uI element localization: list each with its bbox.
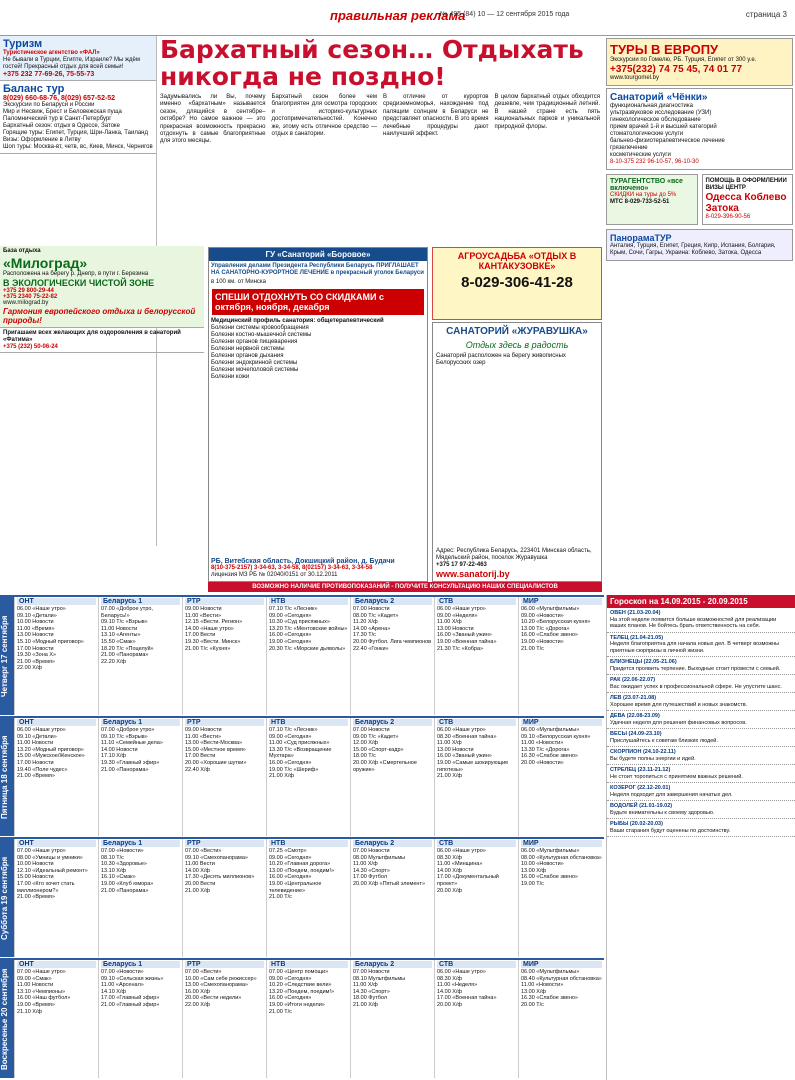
tv-channel-column xyxy=(518,718,604,836)
horoscope xyxy=(606,595,795,1080)
tv-day xyxy=(0,837,604,957)
chonki-title: Санаторий «Чёнки» xyxy=(610,92,708,103)
tv-program xyxy=(0,595,604,1080)
sign-text: Хорошее время для путешествий и новых знакомств. xyxy=(610,701,748,708)
fal-phone: +375 232 77-69-26, 75-55-73 xyxy=(3,71,95,78)
borovoe-title: ГУ «Санаторий «Боровое» xyxy=(209,248,427,261)
channel-name: Беларусь 2 xyxy=(353,840,432,847)
chonki-item: функциональная диагностика xyxy=(610,103,693,109)
tv-day xyxy=(0,716,604,836)
tourism-heading: Туризм xyxy=(3,38,43,50)
sanatorium-left-phone: +375 (232) 50-06-24 xyxy=(3,344,58,350)
milograd-ecology: В ЭКОЛОГИЧЕСКИ ЧИСТОЙ ЗОНЕ xyxy=(3,278,155,288)
channel-name: Беларусь 2 xyxy=(353,598,432,605)
borovoe-item: Болезни эндокринной системы xyxy=(211,360,298,366)
tv-channel-column xyxy=(350,839,434,957)
program-list: 07.10 Т/с «Лесник» 09.00 «Сегодня» 11.00 «Суд присяжных» 13.30 Т/с «Возвращение Мухтара» 16.00 «Сегодня» 19.00 Т/с «Шериф» 21.00 Х/ф xyxy=(269,727,332,780)
tv-channel-column xyxy=(266,718,350,836)
channel-name: РТР xyxy=(185,961,264,968)
page-header xyxy=(0,0,795,36)
channel-name: МИР xyxy=(521,961,602,968)
tv-channel-column xyxy=(182,839,266,957)
balans-item: Паломнический тур в Санкт-Петербург xyxy=(3,116,112,122)
milograd-slogan: Гармония европейского отдыха и белорусской природы! xyxy=(3,307,196,325)
channel-name: Беларусь 1 xyxy=(101,598,180,605)
borovoe-license: лицензия МЗ РБ № 02040/0151 от 30.12.2011 xyxy=(211,572,338,578)
program-list: 07.00 «Вести» 09.10 «Смехопанорама» 11.00 Вести 14.00 Х/ф 17.30 «Десять миллионов» 20.00 Вести 21.00 Х/ф xyxy=(185,848,255,894)
chonki-item: прием врачей 1-й и высшей категорий xyxy=(610,124,717,130)
milograd-phone: +375 2340 75-22-82 xyxy=(3,294,58,300)
program-list: 07.00 «Доброе утро» 09.10 Т/с «Взрыв» 11.10 «Семейные дела» 14.00 Новости 17.10 Х/ф 19.30 «Главный эфир» 21.00 «Панорама» xyxy=(101,727,163,773)
horoscope-title: Гороскоп на 14.09.2015 - 20.09.2015 xyxy=(607,595,795,608)
channel-name: НТВ xyxy=(269,719,348,726)
program-list: 07.00 «Вести» 10.00 «Сам себе режиссер» 13.00 «Смехопанорама» 16.00 Х/ф 20.00 «Вести недели» 22.00 Х/ф xyxy=(185,969,257,1008)
panorama-title: ПанорамаТУР xyxy=(610,233,672,243)
sign-name: РЫБЫ (20.02-20.03) xyxy=(610,821,663,827)
tv-channel-column xyxy=(518,960,604,1078)
horoscope-sign xyxy=(607,765,795,783)
horoscope-sign xyxy=(607,783,795,801)
program-list: 06.00 «Наше утро» 08.30 Х/ф 11.00 «Неделя» 14.00 Х/ф 17.00 «Военная тайна» 20.00 Х/ф xyxy=(437,969,497,1008)
page-number: страница 3 xyxy=(745,10,787,19)
channel-name: ОНТ xyxy=(17,840,96,847)
sign-text: Удачная неделя для решения финансовых вопросов. xyxy=(610,719,747,726)
channel-name: РТР xyxy=(185,719,264,726)
borovoe-phone: 8(10-375-2157) 3-34-63, 3-34-58, 8(02157) 3-34-63, 3-34-58 xyxy=(211,565,373,571)
milograd-site[interactable]: www.milograd.by xyxy=(3,300,49,306)
chonki-item: стоматологические услуги xyxy=(610,131,684,137)
tv-channel-column xyxy=(14,960,98,1078)
visa-title: ПОМОЩЬ В ОФОРМЛЕНИИ ВИЗЫ ЦЕНТР xyxy=(705,178,787,191)
chonki-item: ультразвуковое исследование (УЗИ) xyxy=(610,110,712,116)
program-list: 06.00 «Наше утро» 09.10 «Детали» 11.00 Новости 13.20 «Модный приговор» 15.00 «Мужское/Женское» 17.00 Новости 19.40 «Поле чудес» 21.00 «Время» xyxy=(17,727,85,780)
sign-name: ВЕСЫ (24.09-23.10) xyxy=(610,731,662,737)
sign-text: Вас ожидает успех в профессиональной сфере. Не упустите шанс. xyxy=(610,683,782,690)
tv-channel-column xyxy=(182,718,266,836)
program-list: 07.10 Т/с «Лесник» 09.00 «Сегодня» 10.30 «Суд присяжных» 13.20 Т/с «Ментовские войны» 16.00 «Сегодня» 19.00 «Сегодня» 20.30 Т/с «Морские дьяволы» xyxy=(269,606,348,652)
right-column xyxy=(604,36,795,546)
horoscope-sign xyxy=(607,711,795,729)
balans-item: Мир и Несвиж, Брест и Беловежская пуща xyxy=(3,109,122,115)
borovoe-address: РБ, Витебская область, Докшицкий район, д. Будачи xyxy=(211,558,395,565)
zhur-desc: Санаторий расположен на берегу живописных Белорусских озер xyxy=(436,353,566,366)
issue-info: № 495 (84) 10 — 12 сентября 2015 года xyxy=(440,11,570,18)
article-paragraph: В отличие от курортов средиземноморья, нахождение под палящим солнцем в Беларуси не представляет опасности. В это время лечебные процедуры дают наилучший эффект. xyxy=(383,94,489,138)
chonki-item: грязелечение xyxy=(610,145,648,151)
channel-name: Беларусь 1 xyxy=(101,961,180,968)
tv-channel-column xyxy=(98,960,182,1078)
horoscope-sign xyxy=(607,747,795,765)
borovoe-item: Болезни органов дыхания xyxy=(211,353,284,359)
sign-name: РАК (22.06-22.07) xyxy=(610,677,656,683)
article-paragraph: Бархатный сезон более чем благоприятен для осмотра городских и историко-культурных достопримечательностей. Конечно же, этому есть отличное средство — отдых в санатории. xyxy=(271,94,377,138)
borovoe-ad xyxy=(208,247,428,582)
sign-text: Придется проявить терпение. Выходные стоит провести с семьей. xyxy=(610,665,781,672)
zhur-site[interactable]: www.sanatorij.by xyxy=(436,569,510,579)
channel-name: НТВ xyxy=(269,961,348,968)
sign-name: ДЕВА (22.08-23.09) xyxy=(610,713,660,719)
odessa-title: Одесса Коблево Затока xyxy=(705,192,787,214)
tv-channel-column xyxy=(434,718,518,836)
program-list: 07.00 Новости 08.00 Т/с «Кадет» 11.20 Х/ф 14.00 «Арена» 17.30 Т/с 20.00 Футбол. Лига чемпионов 22.40 «Гонки» xyxy=(353,606,432,652)
borovoe-item: Болезни мочеполовой системы xyxy=(211,367,299,373)
turagent-title: ТУРАГЕНТСТВО «все включено» xyxy=(610,178,683,192)
channel-name: МИР xyxy=(521,840,602,847)
sign-name: КОЗЕРОГ (22.12-20.01) xyxy=(610,785,671,791)
zhuravushka-ad xyxy=(432,322,602,582)
sign-name: ЛЕВ (23.07-21.08) xyxy=(610,695,657,701)
sign-name: ОВЕН (21.03-20.04) xyxy=(610,610,661,616)
main-article xyxy=(160,36,600,241)
tv-channel-column xyxy=(518,597,604,715)
borovoe-item: Болезни системы кровообращения xyxy=(211,325,309,331)
fal-title: Туристическое агентство «ФАЛ» xyxy=(3,50,100,56)
program-list: 09.00 Новости 11.00 «Вести» 13.00 «Вести-Москва» 15.00 «Местное время» 17.00 Вести 20.00 «Хорошие шутки» 22.40 Х/ф xyxy=(185,727,247,773)
program-list: 07.00 «Центр помощи» 09.00 «Сегодня» 10.20 «Следствие вели» 13.20 «Поедем, поедим!» 16.00 «Сегодня» 19.00 «Итоги недели» 21.00 Т/с xyxy=(269,969,335,1015)
channel-name: МИР xyxy=(521,719,602,726)
chonki-item: косметические услуги xyxy=(610,152,671,158)
tv-channel-column xyxy=(350,718,434,836)
tv-channel-column xyxy=(434,960,518,1078)
tv-day xyxy=(0,595,604,715)
horoscope-sign xyxy=(607,633,795,658)
warning-banner: ВОЗМОЖНО НАЛИЧИЕ ПРОТИВОПОКАЗАНИЙ - ПОЛУЧИТЕ КОНСУЛЬТАЦИЮ НАШИХ СПЕЦИАЛИСТОВ xyxy=(208,582,602,592)
tury-site[interactable]: www.tourgomel.by xyxy=(610,75,660,81)
headline: Бархатный сезон… Отдыхать никогда не поздно! xyxy=(160,36,584,91)
odessa-phone: 8-029-396-90-56 xyxy=(705,214,751,220)
tv-channel-column xyxy=(98,718,182,836)
program-list: 07.00 Новости 08.10 Мультфильмы 11.00 Х/ф 14.30 «Спорт» 18.00 Футбол 21.00 Х/ф xyxy=(353,969,406,1008)
day-name: Воскресенье 20 сентября xyxy=(0,960,14,1078)
channel-name: СТВ xyxy=(437,598,516,605)
tv-channel-column xyxy=(434,839,518,957)
program-list: 07.00 «Доброе утро, Беларусь!» 09.10 Т/с «Взрыв» 11.00 Новости 13.10 «Агенты» 15.50 «Смак» 18.20 Т/с «Поцелуй» 21.00 «Панорама» 22.20 Х/ф xyxy=(101,606,154,665)
borovoe-profile: Медицинский профиль санатория: общетерапевтический xyxy=(211,318,384,324)
zhur-address: Адрес: Республика Беларусь, 223401 Минская область, Мядельский район, поселок Журавушка xyxy=(436,548,592,561)
program-list: 07.00 «Новости» 09.10 «Сельская жизнь» 11.00 «Арсенал» 14.10 Х/ф 17.00 «Главный эфир» 21.00 «Главный эфир» xyxy=(101,969,164,1008)
tv-channel-column xyxy=(434,597,518,715)
horoscope-sign xyxy=(607,801,795,819)
milograd-title: «Милоград» xyxy=(3,255,88,271)
channel-name: СТВ xyxy=(437,719,516,726)
borovoe-discount: СПЕШИ ОТДОХНУТЬ СО СКИДКАМИ с октября, ноября, декабря xyxy=(212,289,424,315)
turagent-sub: СКИДКИ на туры до 5% xyxy=(610,192,677,198)
program-list: 06.00 «Наше утро» 09.10 «Детали» 10.00 Новости 11.00 «Время» 13.00 Новости 15.10 «Модный приговор» 17.00 Новости 19.30 «Зона X» 21.00 «Время» 22.00 Х/ф xyxy=(17,606,84,672)
tv-channel-column xyxy=(266,597,350,715)
channel-name: РТР xyxy=(185,598,264,605)
channel-name: Беларусь 2 xyxy=(353,719,432,726)
milograd-sub: База отдыха xyxy=(3,248,41,254)
turagent-phone: МТС 8-029-733-52-51 xyxy=(610,199,670,205)
sign-text: На этой неделе появится больше возможностей для реализации ваших планов. Не бойтесь брать ответственность на себя. xyxy=(610,616,777,629)
day-name: Четверг 17 сентября xyxy=(0,597,14,715)
tv-channel-column xyxy=(14,839,98,957)
sign-name: ВОДОЛЕЙ (21.01-19.02) xyxy=(610,803,673,809)
tv-day xyxy=(0,958,604,1078)
tv-channel-column xyxy=(518,839,604,957)
chonki-phone: 8-10-375 232 96-10-57, 96-10-30 xyxy=(610,159,699,165)
tv-channel-column xyxy=(14,718,98,836)
channel-name: ОНТ xyxy=(17,598,96,605)
sign-name: СТРЕЛЕЦ (23.11-21.12) xyxy=(610,767,671,773)
borovoe-item: Болезни кожи xyxy=(211,374,250,380)
zhur-slogan: Отдых здесь в радость xyxy=(465,340,569,350)
sign-text: Неделя благоприятна для начала новых дел. В четверг возможны приятные сюрпризы в личной жизни. xyxy=(610,641,780,654)
balans-item: Экскурсии по Беларуси и России xyxy=(3,102,95,108)
channel-name: НТВ xyxy=(269,598,348,605)
horoscope-sign xyxy=(607,819,795,837)
tv-channel-column xyxy=(98,597,182,715)
tv-channel-column xyxy=(350,597,434,715)
borovoe-item: Болезни нервной системы xyxy=(211,346,285,352)
sign-name: СКОРПИОН (24.10-22.11) xyxy=(610,749,676,755)
channel-name: СТВ xyxy=(437,840,516,847)
milograd-phone: +375 29 800-29-44 xyxy=(3,288,54,294)
program-list: 07.00 «Наше утро» 08.00 «Умницы и умники» 10.00 Новости 12.10 «Идеальный ремонт» 15.00 Новости 17.00 «Кто хочет стать миллионером?» 21.00 «Время» xyxy=(17,848,88,901)
tury-title: ТУРЫ В ЕВРОПУ xyxy=(610,42,719,57)
channel-name: РТР xyxy=(185,840,264,847)
zhur-phone: +375 17 97-22-463 xyxy=(436,562,487,568)
program-list: 06.00 «Мультфильмы» 09.00 «Новости» 10.20 «Белорусская кухня» 13.00 Т/с «Дорога» 16.00 «Слабое звено» 19.00 «Новости» 21.00 Т/с xyxy=(521,606,591,652)
tv-channel-column xyxy=(350,960,434,1078)
balans-item: Визы: Оформление в Литву xyxy=(3,137,81,143)
program-list: 06.00 «Наше утро» 09.00 «Неделя» 11.00 Х/ф 13.00 Новости 16.00 «Званый ужин» 19.00 «Военная тайна» 21.30 Т/с «Кобра» xyxy=(437,606,497,652)
balans-phone: 8(029) 660-68-76, 8(029) 657-52-52 xyxy=(3,95,116,102)
channel-name: СТВ xyxy=(437,961,516,968)
sign-text: Прислушайтесь к советам близких людей. xyxy=(610,737,718,744)
channel-name: НТВ xyxy=(269,840,348,847)
panorama-cities: Анталия, Турция, Египет, Греция, Кипр, Испания, Болгария, Крым, Сочи, Гагры, Украина: Коблево, Затока, Одесса xyxy=(610,243,776,256)
chonki-item: гинекологическое обследование xyxy=(610,117,701,123)
tury-sub: Экскурсии по Гомелю, РБ. Турция, Египет от 300 у.е. xyxy=(610,57,757,63)
sign-text: Неделя подходит для завершения начатых дел. xyxy=(610,791,733,798)
left-ads xyxy=(0,246,204,581)
channel-name: Беларусь 2 xyxy=(353,961,432,968)
sign-text: Не стоит торопиться с принятием важных решений. xyxy=(610,773,743,780)
tury-phone: +375(232) 74 75 45, 74 01 77 xyxy=(610,64,743,75)
horoscope-sign xyxy=(607,693,795,711)
program-list: 07.00 «Наше утро» 09.00 «Смак» 11.00 Новости 13.10 «Чемпионы» 16.00 «Наш футбол» 19.00 «Время» 21.10 Х/ф xyxy=(17,969,71,1015)
horoscope-sign xyxy=(607,729,795,747)
horoscope-sign xyxy=(607,675,795,693)
tv-channel-column xyxy=(182,960,266,1078)
program-list: 07.25 «Смотр» 09.00 «Сегодня» 10.20 «Главная дорога» 13.00 «Поедем, поедим!» 16.00 «Сегодня» 19.00 «Центральное телевидение» 21.00 Т/с xyxy=(269,848,335,901)
program-list: 06.00 «Мультфильмы» 08.00 «Культурная обстановка» 10.00 «Новости» 13.00 Х/ф 16.00 «Слабое звено» 19.00 Т/с xyxy=(521,848,602,887)
channel-name: ОНТ xyxy=(17,719,96,726)
tv-channel-column xyxy=(182,597,266,715)
sanatorium-left: Пригашаем всех желающих для оздоровления в санаторий «Фатима» xyxy=(3,330,181,343)
program-list: 06.00 «Мультфильмы» 09.10 «Белорусская кухня» 11.00 «Новости» 13.30 Т/с «Дорога» 16.30 «Слабое звено» 20.00 «Новости» xyxy=(521,727,591,766)
day-name: Пятница 18 сентября xyxy=(0,718,14,836)
sign-text: Ваши старания будут оценены по достоинству. xyxy=(610,827,731,834)
tv-channel-column xyxy=(14,597,98,715)
program-list: 09.00 Новости 11.00 «Вести» 12.15 «Вести. Регион» 14.00 «Наше утро» 17.00 Вести 19.30 «Вести. Минск» 21.00 Т/с «Кухня» xyxy=(185,606,243,652)
fal-text: Не бывали в Турции, Египте, Израиле? Мы ждём гостей! Прекрасный отдых для всей семьи! xyxy=(3,57,141,70)
program-list: 06.00 «Наше утро» 08.30 «Военная тайна» 11.00 Х/ф 13.00 Новости 16.00 «Званый ужин» 19.00 «Самые шокирующие гипотезы» 21.00 Х/ф xyxy=(437,727,509,780)
channel-name: Беларусь 1 xyxy=(101,719,180,726)
tv-channel-column xyxy=(266,960,350,1078)
horoscope-sign xyxy=(607,657,795,675)
program-list: 07.00 Новости 08.00 Мультфильмы 11.00 Х/ф 14.30 «Спорт» 17.00 Футбол 20.00 Х/ф «Пятый элемент» xyxy=(353,848,426,887)
program-list: 06.00 «Мультфильмы» 08.40 «Культурная обстановка» 11.00 «Новости» 13.00 Х/ф 16.30 «Слабое звено» 20.00 Т/с xyxy=(521,969,602,1008)
balans-item: Горящие туры: Египет, Турция, Шри-Ланка, Таиланд xyxy=(3,130,148,136)
channel-name: МИР xyxy=(521,598,602,605)
borovoe-sub: Управления делами Президента Республики Беларусь ПРИГЛАШАЕТ НА САНАТОРНО-КУРОРТНОЕ ЛЕЧЕНИЕ в прекрасный уголок Беларуси xyxy=(211,263,424,276)
program-list: 07.00 Новости 09.00 Т/с «Кадет» 12.00 Х/ф 15.00 «Спорт-кадр» 18.00 Т/с 20.00 Х/ф «Смертельное оружие» xyxy=(353,727,417,773)
balans-item: Шоп туры: Москва-вт, четв, вс, Киев, Минск, Чернигов xyxy=(3,144,153,150)
program-list: 07.00 «Новости» 08.10 Т/с 10.30 «Здоровье» 13.10 Х/ф 16.10 «Смак» 19.00 «Клуб юмора» 21.00 «Панорама» xyxy=(101,848,154,894)
channel-name: ОНТ xyxy=(17,961,96,968)
sign-name: БЛИЗНЕЦЫ (22.05-21.06) xyxy=(610,659,677,665)
chonki-item: бальнео-физиотерапевтическое лечение xyxy=(610,138,725,144)
agro-phone: 8-029-306-41-28 xyxy=(461,274,573,291)
sign-text: Вы будете полны энергии и идей. xyxy=(610,755,696,762)
balans-title: Баланс тур xyxy=(3,83,65,95)
article-paragraph: Задумывались ли Вы, почему именно «бархатным» называется сезон, длящийся в сентябре–октябре? Но самое важное — это прекрасная возможность прекрасно отдохнуть в самые благоприятные для этого месяцы. xyxy=(160,94,266,145)
tv-channel-column xyxy=(266,839,350,957)
sign-name: ТЕЛЕЦ (21.04-21.05) xyxy=(610,634,664,641)
article-paragraph: В целом бархатный отдых обходится дешевле, чем традиционный летний. В нашей стране есть пять национальных парков и уникальной природной флоры. xyxy=(494,94,600,130)
horoscope-sign xyxy=(607,608,795,633)
borovoe-distance: в 100 км. от Минска xyxy=(211,279,266,285)
brand: правильная реклама xyxy=(330,8,466,23)
milograd-text: Расположена на берегу р. Днепр, в пути г. Березина xyxy=(3,271,149,277)
agro-ad xyxy=(432,247,602,320)
program-list: 06.00 «Наше утро» 08.30 Х/ф 11.00 «Минщина» 14.00 Х/ф 17.00 «Документальный проект» 20.00 Х/ф xyxy=(437,848,499,894)
sign-text: Будьте внимательны к своему здоровью. xyxy=(610,809,715,816)
tv-channel-column xyxy=(98,839,182,957)
channel-name: Беларусь 1 xyxy=(101,840,180,847)
zhur-title: САНАТОРИЙ «ЖУРАВУШКА» xyxy=(446,326,588,337)
balans-item: Бархатный сезон: отдых в Одессе, Затоке xyxy=(3,123,120,129)
borovoe-item: Болезни костно-мышечной системы xyxy=(211,332,312,338)
borovoe-item: Болезни органов пищеварения xyxy=(211,339,298,345)
day-name: Суббота 19 сентября xyxy=(0,839,14,957)
agro-title: АГРОУСАДЬБА «ОТДЫХ В КАНТАКУЗОВКЕ» xyxy=(457,251,577,271)
